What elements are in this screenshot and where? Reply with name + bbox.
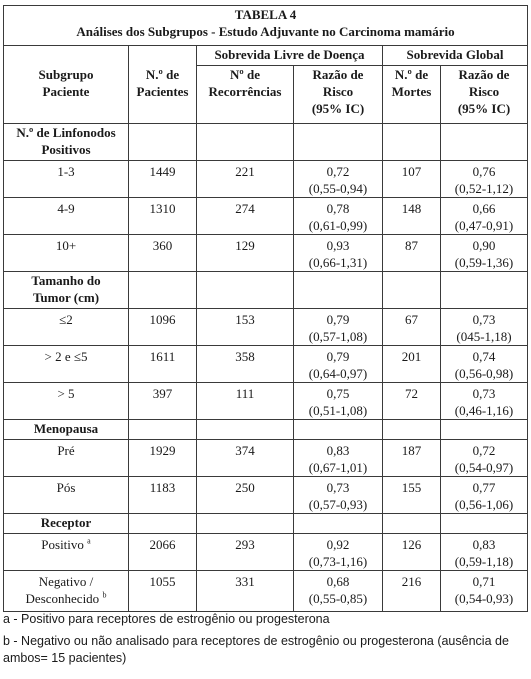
dfs-hazard-ratio-cell: 0,79 (0,64-0,97) [294,346,383,383]
row-label-cell [4,571,129,612]
recurrences-cell: 374 [197,440,294,477]
empty-cell [197,514,294,534]
section-title [4,272,129,309]
table-row [4,477,528,514]
recurrences-cell: 274 [197,198,294,235]
table-subtitle: Análises dos Subgrupos - Estudo Adjuvante no Carcinoma mamário [76,24,455,39]
section-header-row [4,420,528,440]
footnote-a: a - Positivo para receptores de estrogênio ou progesterona [3,612,330,626]
dfs-hazard-ratio-cell: 0,72 (0,55-0,94) [294,161,383,198]
group-header-dfs: Sobrevida Livre de Doença [197,46,383,66]
empty-cell [383,514,441,534]
os-hazard-ratio-cell: 0,90 (0,59-1,36) [441,235,528,272]
group-header-os: Sobrevida Global [383,46,528,66]
table-row [4,309,528,346]
row-label-cell [4,440,129,477]
patients-cell: 1183 [129,477,197,514]
row-label-cell [4,383,129,420]
os-hazard-ratio-cell: 0,74 (0,56-0,98) [441,346,528,383]
recurrences-cell: 221 [197,161,294,198]
row-label-line2: Desconhecido $^b$ [25,590,107,606]
column-header-deaths: N.º de Mortes [383,66,441,124]
section-title [4,514,129,534]
section-header-row [4,514,528,534]
empty-cell [383,420,441,440]
patients-cell: 360 [129,235,197,272]
patients-cell: 1096 [129,309,197,346]
empty-cell [383,272,441,309]
row-label: 1-3 [57,164,75,179]
patients-cell: 1611 [129,346,197,383]
section-header-row [4,272,528,309]
table-caption [4,6,528,46]
caption-row [4,6,528,46]
patients-cell: 1929 [129,440,197,477]
dfs-hazard-ratio-cell: 0,75 (0,51-1,08) [294,383,383,420]
empty-cell [294,124,383,161]
row-label: Positivo $^a$ [41,536,91,552]
table-container [3,5,527,612]
group-header-row [4,46,528,66]
recurrences-cell: 153 [197,309,294,346]
section-title-line: Menopausa [33,421,99,436]
section-title-line: Receptor [40,515,92,530]
deaths-cell: 107 [383,161,441,198]
row-label-cell [4,534,129,571]
empty-cell [441,124,528,161]
table-row [4,198,528,235]
deaths-cell: 187 [383,440,441,477]
empty-cell [441,272,528,309]
deaths-cell: 126 [383,534,441,571]
empty-cell [129,514,197,534]
empty-cell [294,514,383,534]
footnote-marker: b [102,590,107,600]
dfs-hazard-ratio-cell: 0,78 (0,61-0,99) [294,198,383,235]
table-row [4,346,528,383]
group-header-spacer [4,46,129,66]
patients-cell: 397 [129,383,197,420]
empty-cell [294,420,383,440]
empty-cell [129,272,197,309]
deaths-cell: 72 [383,383,441,420]
dfs-hazard-ratio-cell: 0,68 (0,55-0,85) [294,571,383,612]
footnote-marker: a [87,536,91,546]
row-label: 10+ [55,238,77,253]
column-header-row [4,66,528,124]
deaths-cell: 148 [383,198,441,235]
table-title: TABELA 4 [234,7,297,22]
section-title-line: N.º de Linfonodos [16,125,116,140]
deaths-cell: 87 [383,235,441,272]
patients-cell: 2066 [129,534,197,571]
recurrences-cell: 331 [197,571,294,612]
recurrences-cell: 129 [197,235,294,272]
section-title [4,420,129,440]
table-row [4,534,528,571]
empty-cell [197,272,294,309]
table-row [4,571,528,612]
row-label-cell [4,161,129,198]
empty-cell [129,124,197,161]
table-row [4,235,528,272]
footnote-b: b - Negativo ou não analisado para receptores de estrogênio ou progesterona (ausência de ambos= 15 pacientes) [3,633,509,665]
column-header-dfs-hazard-ratio: Razão de Risco (95% IC) [294,66,383,124]
empty-cell [197,420,294,440]
empty-cell [129,420,197,440]
table-row [4,440,528,477]
row-label-cell [4,309,129,346]
row-label: > 2 e ≤5 [44,349,88,364]
row-label: > 5 [57,386,75,401]
row-label-cell [4,477,129,514]
os-hazard-ratio-cell: 0,77 (0,56-1,06) [441,477,528,514]
row-label: ≤2 [59,312,73,327]
row-label: 4-9 [57,201,75,216]
dfs-hazard-ratio-cell: 0,79 (0,57-1,08) [294,309,383,346]
recurrences-cell: 358 [197,346,294,383]
section-header-row [4,124,528,161]
subgroup-analysis-table [3,5,528,612]
recurrences-cell: 293 [197,534,294,571]
os-hazard-ratio-cell: 0,76 (0,52-1,12) [441,161,528,198]
empty-cell [441,420,528,440]
recurrences-cell: 250 [197,477,294,514]
os-hazard-ratio-cell: 0,73 (045-1,18) [441,309,528,346]
deaths-cell: 201 [383,346,441,383]
section-title-line: Positivos [41,142,91,157]
empty-cell [383,124,441,161]
deaths-cell: 216 [383,571,441,612]
column-header-os-hazard-ratio: Razão de Risco (95% IC) [441,66,528,124]
patients-cell: 1449 [129,161,197,198]
row-label: Pós [56,480,76,495]
section-title [4,124,129,161]
group-header-spacer [129,46,197,66]
os-hazard-ratio-cell: 0,72 (0,54-0,97) [441,440,528,477]
deaths-cell: 67 [383,309,441,346]
dfs-hazard-ratio-cell: 0,83 (0,67-1,01) [294,440,383,477]
patients-cell: 1055 [129,571,197,612]
os-hazard-ratio-cell: 0,83 (0,59-1,18) [441,534,528,571]
section-title-line: Tamanho do [31,273,101,288]
recurrences-cell: 111 [197,383,294,420]
section-title-line: Tumor (cm) [32,290,100,305]
row-label-cell [4,235,129,272]
patients-cell: 1310 [129,198,197,235]
deaths-cell: 155 [383,477,441,514]
column-header-patients: N.º de Pacientes [129,66,197,124]
os-hazard-ratio-cell: 0,71 (0,54-0,93) [441,571,528,612]
empty-cell [197,124,294,161]
column-header-subgroup: Subgrupo Paciente [4,66,129,124]
table-row [4,383,528,420]
dfs-hazard-ratio-cell: 0,73 (0,57-0,93) [294,477,383,514]
table-footnotes [3,611,527,672]
os-hazard-ratio-cell: 0,66 (0,47-0,91) [441,198,528,235]
empty-cell [294,272,383,309]
column-header-recurrences: Nº de Recorrências [197,66,294,124]
row-label: Negativo / [38,574,94,589]
row-label: Pré [57,443,75,458]
row-label-cell [4,346,129,383]
dfs-hazard-ratio-cell: 0,93 (0,66-1,31) [294,235,383,272]
empty-cell [441,514,528,534]
os-hazard-ratio-cell: 0,73 (0,46-1,16) [441,383,528,420]
row-label-cell [4,198,129,235]
dfs-hazard-ratio-cell: 0,92 (0,73-1,16) [294,534,383,571]
table-row [4,161,528,198]
